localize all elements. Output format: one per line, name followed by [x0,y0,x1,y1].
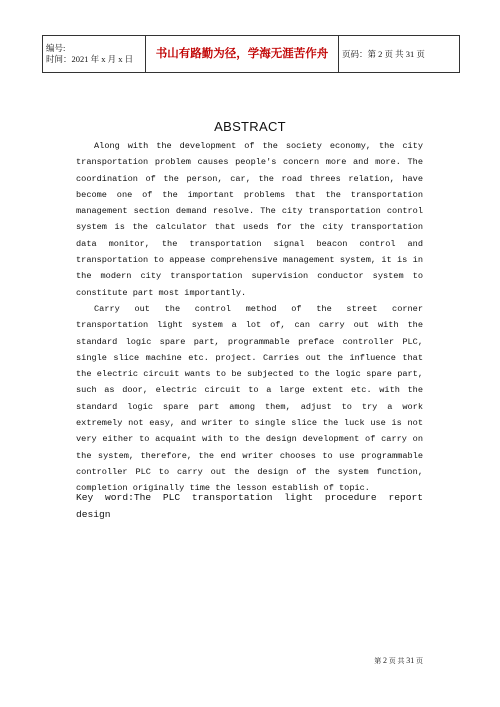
abstract-title: ABSTRACT [214,119,286,134]
header-page-cell [339,36,460,73]
footer-page-number: 2 [383,656,387,665]
abstract-body [76,138,423,497]
footer-prefix: 第 [374,657,382,665]
footer-middle: 页 共 [388,657,405,665]
abstract-paragraph-1: Along with the development of the society economy, the city transportation problem causes people's concern more and more. The coordination of the person, car, the road threes relation, have become one of the important problems that the transportation management section demand resolve. The city transportation control system is the calculator that useds for the city transportation data monitor, the transportation signal beacon control and transportation to appease comprehensive management system, it is in the modern city transportation supervision conductor system to constitute part most importantly. [76,141,423,298]
header-motto: 书山有路勤为径，学海无涯苦作舟 [155,46,329,60]
keywords-line: Key word:The PLC transportation light procedure report design [76,492,423,520]
footer-suffix: 页 [416,657,423,665]
footer-total-pages: 31 [406,656,415,665]
header-page-info: 页码：第 2 页 共 31 页 [342,48,425,59]
page-footer [0,656,423,666]
document-number-label: 编号: [46,43,66,53]
document-date: 时间：2021 年 x 月 x 日 [46,54,134,64]
abstract-paragraph-2: Carry out the control method of the street corner transportation light system a lot of, can carry out with the standard logic spare part, programmable preface controller PLC, single slice machine etc. project. Carries out the influence that the electric circuit wants to be subjected to the logic spare part, such as door, electric circuit to a large extent etc. with the standard logic spare part among them, adjust to try a work extremely not easy, and writer to single slice the luck use is not very either to acquaint with to the design development of carry on the system, therefore, the end writer chooses to use programmable controller PLC to carry out the design of the system function, completion originally time the lesson establish of topic. [76,303,423,494]
header-motto-cell [146,36,339,73]
page-header [42,35,460,73]
header-meta-cell [43,36,146,73]
